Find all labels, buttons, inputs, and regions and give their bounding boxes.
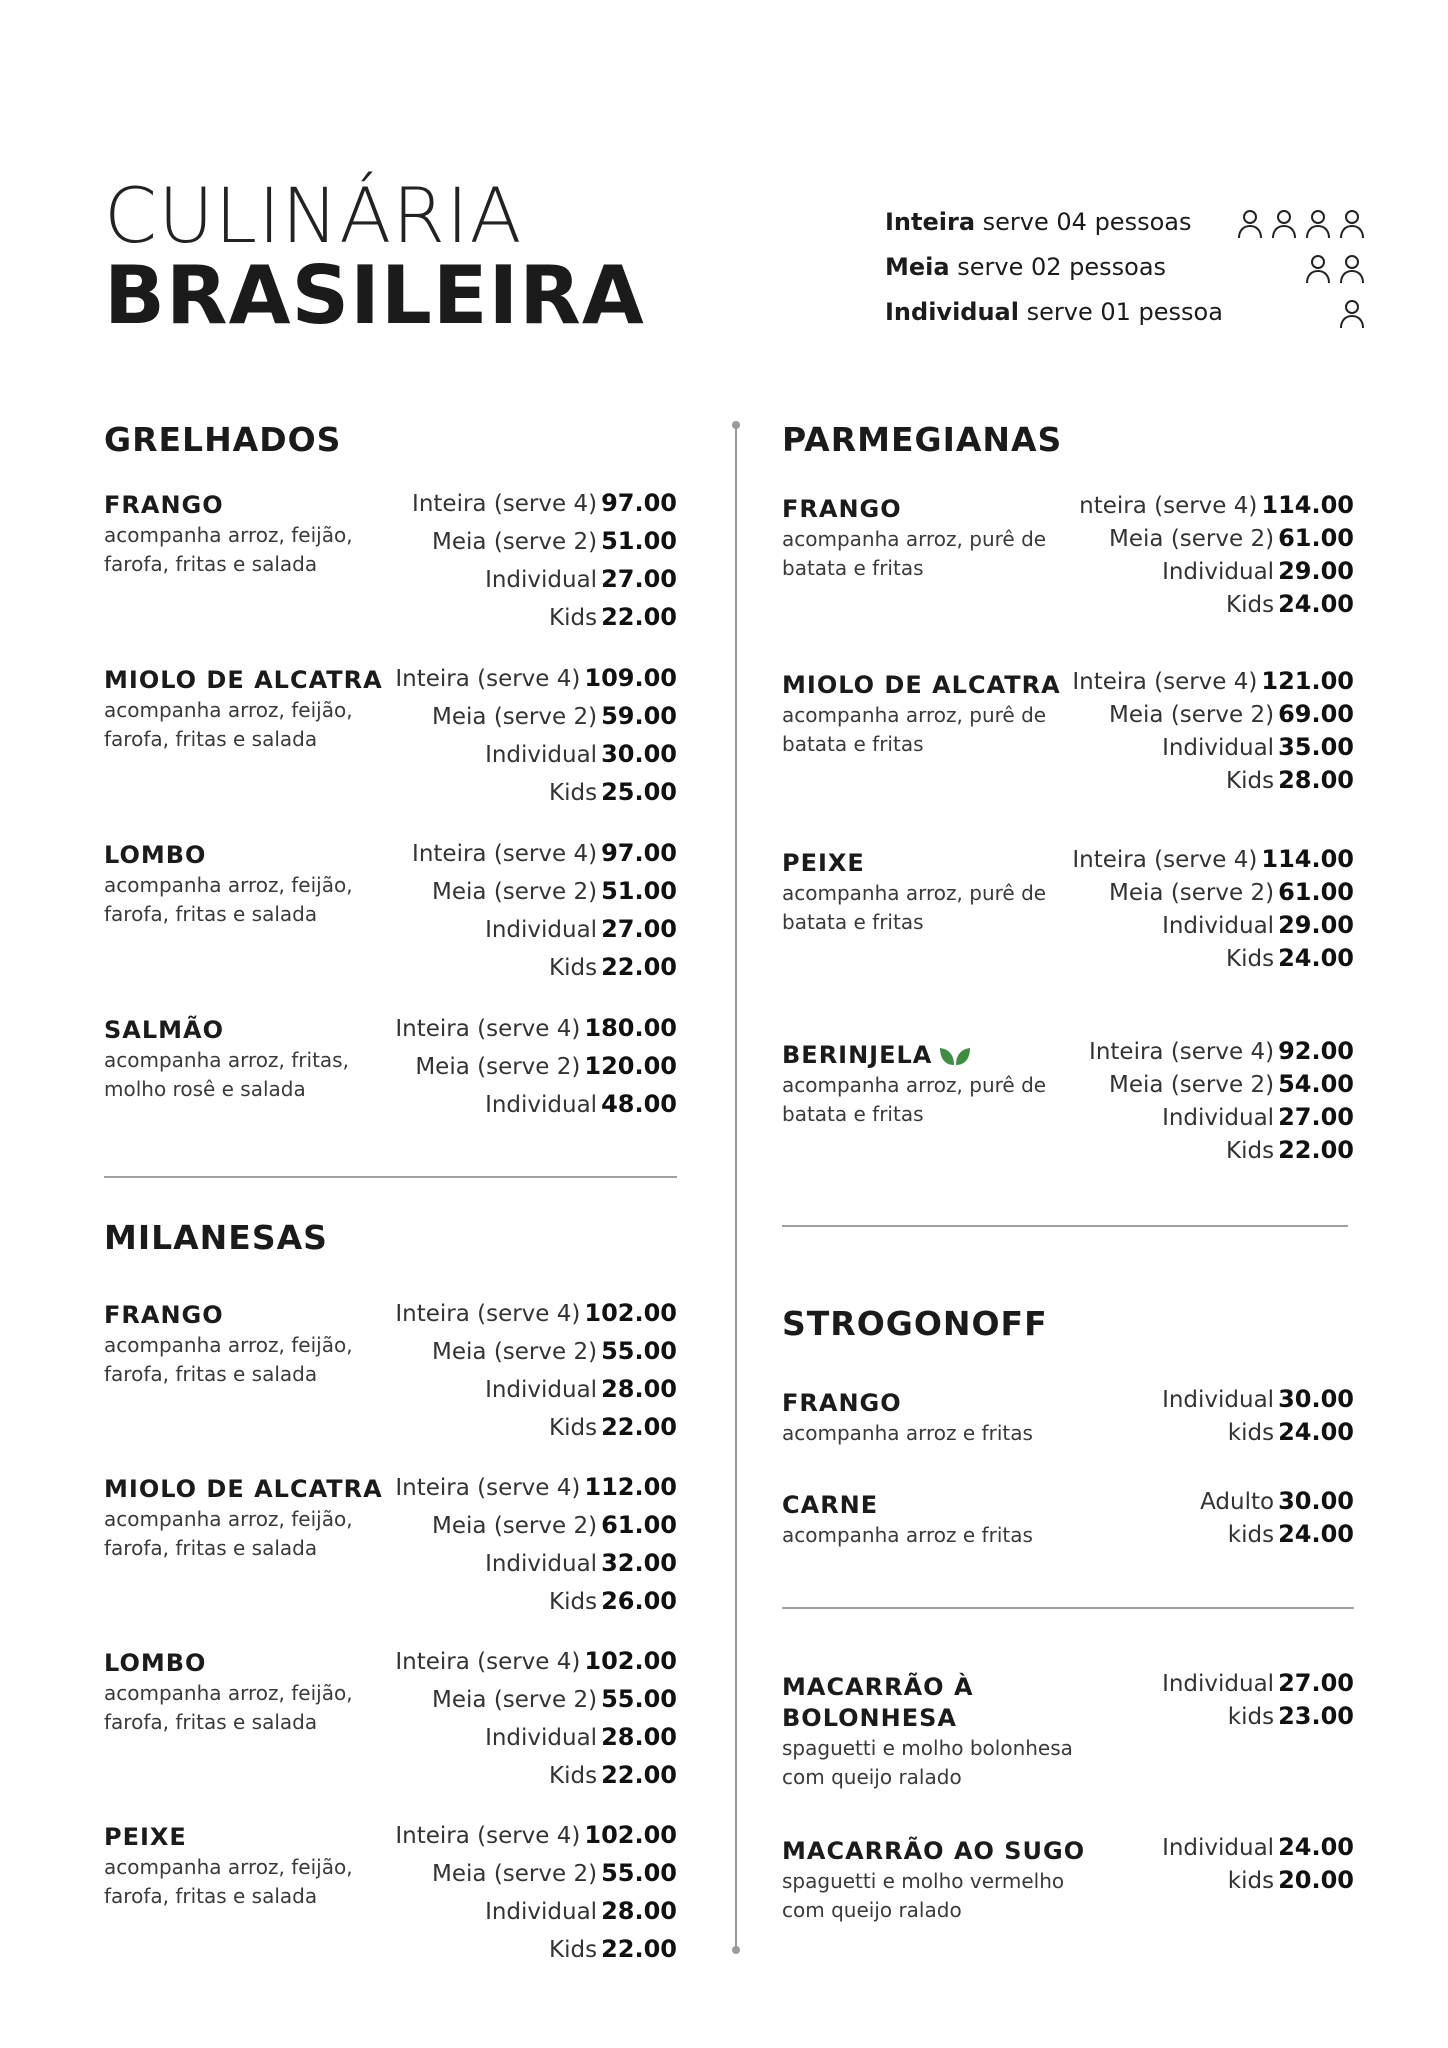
item-name-text: BERINJELA [782, 1041, 933, 1069]
price-label: Meia (serve 2) [432, 879, 598, 905]
price-row [395, 1469, 677, 1507]
price-value: 54.00 [1278, 1070, 1354, 1098]
servings-legend [885, 208, 1365, 343]
price-label: Kids [549, 605, 598, 631]
price-row [1072, 764, 1354, 797]
price-label: Inteira (serve 4) [395, 1016, 581, 1042]
price-value: 114.00 [1261, 845, 1354, 873]
price-list [1079, 489, 1354, 621]
price-label: Individual [485, 917, 598, 943]
price-value: 29.00 [1278, 911, 1354, 939]
price-value: 27.00 [1278, 1103, 1354, 1131]
price-row [1079, 555, 1354, 588]
legend-row-individual [885, 298, 1365, 343]
price-label: Meia (serve 2) [432, 1861, 598, 1887]
title-light: CULINÁRIA [104, 171, 523, 260]
menu-item [104, 665, 394, 754]
item-name-text: MIOLO DE ALCATRA [104, 666, 383, 694]
price-label: Individual [1162, 1671, 1275, 1697]
price-value: 97.00 [601, 489, 677, 517]
item-name-text: PEIXE [104, 1823, 187, 1851]
item-description: acompanha arroz e fritas [782, 1421, 1033, 1445]
price-label: Kids [549, 1763, 598, 1789]
price-row [1162, 1831, 1354, 1864]
price-value: 24.00 [1278, 590, 1354, 618]
price-label: Individual [485, 1725, 598, 1751]
people-icons [1339, 298, 1365, 330]
price-label: Meia (serve 2) [1109, 702, 1275, 728]
price-row [395, 698, 677, 736]
menu-item [782, 1388, 1102, 1448]
price-row [412, 561, 677, 599]
price-list [395, 1643, 677, 1795]
price-label: Individual [1162, 1387, 1275, 1413]
person-outline-icon [1339, 298, 1365, 330]
price-label: Individual [485, 1377, 598, 1403]
price-label: Kids [1226, 946, 1275, 972]
item-description: spaguetti e molho bolonhesa com queijo ralado [782, 1736, 1073, 1789]
price-label: Adulto [1200, 1489, 1275, 1515]
price-label: Kids [549, 955, 598, 981]
price-label: Inteira (serve 4) [412, 491, 598, 517]
price-row [1079, 522, 1354, 555]
price-row [412, 911, 677, 949]
menu-item [104, 1474, 394, 1563]
price-list [395, 1469, 677, 1621]
item-name [782, 1672, 1032, 1734]
item-name [782, 494, 1072, 525]
price-label: Meia (serve 2) [432, 704, 598, 730]
item-name [782, 670, 1072, 701]
price-list [412, 485, 677, 637]
price-row [1072, 698, 1354, 731]
item-description: acompanha arroz e fritas [782, 1523, 1033, 1547]
price-label: Meia (serve 2) [432, 529, 598, 555]
price-row [1072, 665, 1354, 698]
price-row [1072, 942, 1354, 975]
price-value: 22.00 [1278, 1136, 1354, 1164]
item-name [782, 1040, 1072, 1071]
item-name [104, 1822, 394, 1853]
legend-row-inteira [885, 208, 1365, 253]
price-value: 61.00 [1278, 524, 1354, 552]
price-value: 48.00 [601, 1090, 677, 1118]
price-label: Inteira (serve 4) [395, 1475, 581, 1501]
price-value: 102.00 [584, 1299, 677, 1327]
price-value: 30.00 [1278, 1487, 1354, 1515]
price-value: 27.00 [1278, 1669, 1354, 1697]
price-row [1162, 1667, 1354, 1700]
menu-item [782, 494, 1072, 583]
price-list [395, 660, 677, 812]
price-list [1072, 843, 1354, 975]
item-name-text: MACARRÃO AO SUGO [782, 1837, 1086, 1865]
price-row [395, 1409, 677, 1447]
price-value: 28.00 [601, 1723, 677, 1751]
section-divider [104, 1176, 677, 1178]
price-value: 180.00 [584, 1014, 677, 1042]
price-label: Kids [549, 1937, 598, 1963]
price-label: kids [1227, 1704, 1275, 1730]
price-value: 27.00 [601, 915, 677, 943]
price-value: 114.00 [1261, 491, 1354, 519]
price-list [412, 835, 677, 987]
price-row [1089, 1068, 1354, 1101]
price-list [1072, 665, 1354, 797]
section-title: GRELHADOS [104, 420, 342, 459]
price-row [395, 1643, 677, 1681]
price-label: Meia (serve 2) [1109, 1072, 1275, 1098]
price-row [1089, 1035, 1354, 1068]
price-label: Individual [485, 742, 598, 768]
menu-item [104, 840, 394, 929]
section-title: PARMEGIANAS [782, 420, 1063, 459]
price-value: 35.00 [1278, 733, 1354, 761]
item-name-text: PEIXE [782, 849, 865, 877]
person-outline-icon [1339, 208, 1365, 240]
price-value: 22.00 [601, 953, 677, 981]
price-value: 55.00 [601, 1685, 677, 1713]
column-divider [735, 425, 737, 1950]
price-label: Individual [1162, 1105, 1275, 1131]
price-value: 102.00 [584, 1821, 677, 1849]
price-label: Kids [1226, 768, 1275, 794]
price-value: 22.00 [601, 1413, 677, 1441]
price-value: 55.00 [601, 1859, 677, 1887]
price-value: 26.00 [601, 1587, 677, 1615]
price-value: 24.00 [1278, 1418, 1354, 1446]
price-row [1089, 1101, 1354, 1134]
item-name [782, 848, 1072, 879]
price-value: 51.00 [601, 527, 677, 555]
menu-item [104, 1015, 394, 1104]
price-label: Individual [1162, 913, 1275, 939]
price-value: 24.00 [1278, 1833, 1354, 1861]
price-value: 24.00 [1278, 944, 1354, 972]
price-value: 22.00 [601, 603, 677, 631]
price-row [412, 485, 677, 523]
price-row [412, 523, 677, 561]
price-row [1072, 843, 1354, 876]
section-strogonoff [782, 1304, 1048, 1343]
menu-item [782, 670, 1072, 759]
price-list [1200, 1485, 1354, 1551]
legend-label: Meia [885, 253, 950, 281]
price-row [395, 1086, 677, 1124]
people-icons [1305, 253, 1365, 285]
price-value: 61.00 [1278, 878, 1354, 906]
price-list [1162, 1383, 1354, 1449]
price-value: 92.00 [1278, 1037, 1354, 1065]
price-row [395, 1583, 677, 1621]
price-value: 59.00 [601, 702, 677, 730]
price-row [1072, 731, 1354, 764]
person-outline-icon [1305, 208, 1331, 240]
price-row [1079, 588, 1354, 621]
price-value: 51.00 [601, 877, 677, 905]
price-value: 102.00 [584, 1647, 677, 1675]
price-label: Meia (serve 2) [1109, 526, 1275, 552]
price-value: 24.00 [1278, 1520, 1354, 1548]
price-value: 30.00 [601, 740, 677, 768]
price-label: Individual [1162, 559, 1275, 585]
person-outline-icon [1339, 253, 1365, 285]
price-row [395, 1295, 677, 1333]
price-row [1200, 1518, 1354, 1551]
item-description: acompanha arroz, feijão, farofa, fritas e salada [104, 873, 353, 926]
legend-label: Inteira [885, 208, 976, 236]
price-row [1072, 909, 1354, 942]
price-label: Individual [1162, 1835, 1275, 1861]
menu-item [104, 1648, 394, 1737]
section-milanesas [104, 1218, 328, 1257]
price-label: Individual [1162, 735, 1275, 761]
section-parmegianas [782, 420, 1062, 459]
price-value: 29.00 [1278, 557, 1354, 585]
item-description: acompanha arroz, purê de batata e fritas [782, 527, 1047, 580]
people-icons [1237, 208, 1365, 240]
item-description: acompanha arroz, feijão, farofa, fritas e salada [104, 698, 353, 751]
price-list [1162, 1667, 1354, 1733]
price-row [395, 1333, 677, 1371]
section-title: MILANESAS [104, 1218, 328, 1257]
item-name [782, 1388, 1102, 1419]
price-label: Inteira (serve 4) [1089, 1039, 1275, 1065]
item-description: acompanha arroz, feijão, farofa, fritas e salada [104, 523, 353, 576]
item-name-text: SALMÃO [104, 1016, 225, 1044]
price-value: 61.00 [601, 1511, 677, 1539]
item-name-text: FRANGO [104, 1301, 224, 1329]
price-row [395, 1507, 677, 1545]
item-name-text: FRANGO [782, 495, 902, 523]
price-label: kids [1227, 1522, 1275, 1548]
title-bold: BRASILEIRA [104, 249, 645, 342]
person-outline-icon [1271, 208, 1297, 240]
legend-text: serve 02 pessoas [949, 253, 1167, 281]
item-name-text: MIOLO DE ALCATRA [782, 671, 1061, 699]
item-name [104, 1648, 394, 1679]
price-row [395, 1048, 677, 1086]
price-value: 28.00 [1278, 766, 1354, 794]
price-label: Kids [1226, 1138, 1275, 1164]
price-label: kids [1227, 1420, 1275, 1446]
price-list [1089, 1035, 1354, 1167]
price-row [1162, 1383, 1354, 1416]
legend-text: serve 04 pessoas [975, 208, 1192, 236]
price-value: 55.00 [601, 1337, 677, 1365]
item-description: spaguetti e molho vermelho com queijo ralado [782, 1869, 1065, 1922]
price-value: 27.00 [601, 565, 677, 593]
item-description: acompanha arroz, feijão, farofa, fritas e salada [104, 1855, 353, 1908]
section-grelhados [104, 420, 341, 459]
price-row [412, 949, 677, 987]
item-name-text: MACARRÃO À BOLONHESA [782, 1673, 974, 1732]
item-description: acompanha arroz, feijão, farofa, fritas e salada [104, 1333, 353, 1386]
price-label: Inteira (serve 4) [412, 841, 598, 867]
price-label: Inteira (serve 4) [395, 1301, 581, 1327]
price-label: Meia (serve 2) [432, 1687, 598, 1713]
item-name [104, 1015, 394, 1046]
price-label: Inteira (serve 4) [395, 1649, 581, 1675]
price-value: 22.00 [601, 1935, 677, 1963]
menu-item [104, 1300, 394, 1389]
item-name-text: FRANGO [782, 1389, 902, 1417]
legend-label: Individual [885, 298, 1019, 326]
item-name [782, 1836, 1102, 1867]
price-value: 23.00 [1278, 1702, 1354, 1730]
price-label: Inteira (serve 4) [1072, 669, 1258, 695]
price-label: Kids [549, 1415, 598, 1441]
price-label: Meia (serve 2) [415, 1054, 581, 1080]
menu-item [782, 1672, 1102, 1792]
price-value: 120.00 [584, 1052, 677, 1080]
item-description: acompanha arroz, feijão, farofa, fritas e salada [104, 1681, 353, 1734]
price-row [395, 1931, 677, 1969]
price-row [1089, 1134, 1354, 1167]
item-name-text: LOMBO [104, 841, 207, 869]
price-row [395, 1681, 677, 1719]
price-value: 97.00 [601, 839, 677, 867]
price-label: Individual [485, 1899, 598, 1925]
price-row [1079, 489, 1354, 522]
item-description: acompanha arroz, purê de batata e fritas [782, 703, 1047, 756]
section-divider [782, 1607, 1354, 1609]
price-value: 112.00 [584, 1473, 677, 1501]
item-name [104, 1474, 394, 1505]
menu-item [782, 1040, 1072, 1129]
legend-row-meia [885, 253, 1365, 298]
price-row [395, 1545, 677, 1583]
price-label: Kids [549, 780, 598, 806]
item-name [104, 840, 394, 871]
price-label: nteira (serve 4) [1079, 493, 1258, 519]
price-list [395, 1010, 677, 1124]
item-name [104, 490, 394, 521]
price-row [412, 599, 677, 637]
price-row [395, 1893, 677, 1931]
menu-item [782, 1836, 1102, 1925]
item-name [782, 1490, 1102, 1521]
price-value: 20.00 [1278, 1866, 1354, 1894]
price-row [395, 1371, 677, 1409]
price-row [395, 1757, 677, 1795]
price-value: 109.00 [584, 664, 677, 692]
price-label: Meia (serve 2) [432, 1339, 598, 1365]
item-name [104, 665, 394, 696]
menu-item [104, 490, 394, 579]
menu-item [782, 848, 1072, 937]
price-value: 121.00 [1261, 667, 1354, 695]
price-label: Kids [1226, 592, 1275, 618]
item-description: acompanha arroz, feijão, farofa, fritas e salada [104, 1507, 353, 1560]
item-name [104, 1300, 394, 1331]
item-description: acompanha arroz, purê de batata e fritas [782, 881, 1047, 934]
price-label: Kids [549, 1589, 598, 1615]
legend-text: serve 01 pessoa [1018, 298, 1223, 326]
leaf-icon [938, 1045, 972, 1067]
section-divider [782, 1225, 1348, 1227]
price-label: Inteira (serve 4) [395, 666, 581, 692]
price-value: 32.00 [601, 1549, 677, 1577]
menu-item [104, 1822, 394, 1911]
price-list [395, 1295, 677, 1447]
price-row [395, 736, 677, 774]
price-value: 69.00 [1278, 700, 1354, 728]
price-row [1162, 1864, 1354, 1897]
price-label: Individual [485, 1092, 598, 1118]
price-row [1072, 876, 1354, 909]
price-label: Individual [485, 1551, 598, 1577]
item-name-text: MIOLO DE ALCATRA [104, 1475, 383, 1503]
price-label: Inteira (serve 4) [395, 1823, 581, 1849]
item-name-text: CARNE [782, 1491, 879, 1519]
price-value: 30.00 [1278, 1385, 1354, 1413]
price-row [395, 660, 677, 698]
price-value: 25.00 [601, 778, 677, 806]
price-row [395, 774, 677, 812]
item-name-text: FRANGO [104, 491, 224, 519]
price-row [1200, 1485, 1354, 1518]
price-label: Meia (serve 2) [432, 1513, 598, 1539]
price-list [395, 1817, 677, 1969]
price-row [395, 1719, 677, 1757]
price-value: 28.00 [601, 1375, 677, 1403]
price-label: Meia (serve 2) [1109, 880, 1275, 906]
price-label: kids [1227, 1868, 1275, 1894]
price-label: Individual [485, 567, 598, 593]
item-description: acompanha arroz, fritas, molho rosê e salada [104, 1048, 349, 1101]
price-row [412, 835, 677, 873]
menu-item [782, 1490, 1102, 1550]
price-row [395, 1817, 677, 1855]
item-name-text: LOMBO [104, 1649, 207, 1677]
price-label: Inteira (serve 4) [1072, 847, 1258, 873]
section-title: STROGONOFF [782, 1304, 1048, 1343]
price-value: 22.00 [601, 1761, 677, 1789]
price-row [395, 1855, 677, 1893]
person-outline-icon [1305, 253, 1331, 285]
price-value: 28.00 [601, 1897, 677, 1925]
price-row [1162, 1700, 1354, 1733]
price-row [395, 1010, 677, 1048]
person-outline-icon [1237, 208, 1263, 240]
item-description: acompanha arroz, purê de batata e fritas [782, 1073, 1047, 1126]
price-row [412, 873, 677, 911]
price-row [1162, 1416, 1354, 1449]
price-list [1162, 1831, 1354, 1897]
